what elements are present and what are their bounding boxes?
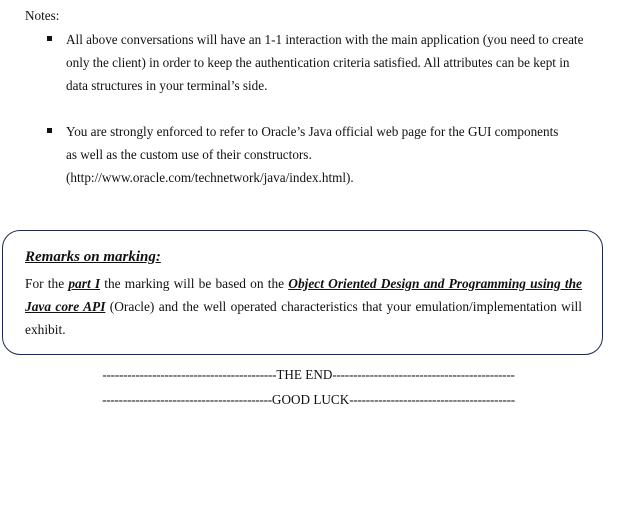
bullet-line: (http://www.oracle.com/technetwork/java/index.html). <box>66 170 354 186</box>
end-line <box>0 366 617 384</box>
luck-right-dashes: ---------------------------------------- <box>349 392 515 407</box>
end-text: THE END <box>276 367 333 382</box>
remarks-heading: Remarks on marking: <box>25 249 161 265</box>
bullet-item <box>47 28 592 98</box>
remarks-body <box>25 273 582 341</box>
remarks-suffix: (Oracle) and the well operated characteristics that your emulation/implementation will exhibit. <box>25 298 582 337</box>
luck-left-dashes: ----------------------------------------- <box>102 392 272 407</box>
luck-text: GOOD LUCK <box>271 392 350 407</box>
remarks-prefix: For the <box>25 276 65 291</box>
bullet-item <box>47 120 592 190</box>
remarks-design-api: Object Oriented Design and Programming using the Java core API <box>25 276 582 314</box>
notes-title: Notes: <box>25 8 60 23</box>
bullet-line: All above conversations will have an 1-1 interaction with the main application (you need to create <box>66 32 584 47</box>
remarks-middle: the marking will be based on the <box>104 276 285 291</box>
bullet-text <box>66 120 592 190</box>
good-luck-line <box>0 391 617 409</box>
bullet-line: You are strongly enforced to refer to Oracle’s Java official web page for the GUI components <box>66 124 559 139</box>
square-bullet-icon <box>47 36 52 41</box>
end-left-dashes: ------------------------------------------ <box>102 367 277 382</box>
bullet-line: as well as the custom use of their constructors. <box>66 147 312 163</box>
remarks-box <box>2 230 603 355</box>
end-right-dashes: -------------------------------------------- <box>332 367 515 382</box>
remarks-part: part I <box>68 276 101 291</box>
square-bullet-icon <box>47 128 52 133</box>
bullet-line: data structures in your terminal’s side. <box>66 78 268 94</box>
bullet-line: only the client) in order to keep the authentication criteria satisfied. All attributes can be kept in <box>66 55 570 71</box>
bullet-text <box>66 28 592 98</box>
